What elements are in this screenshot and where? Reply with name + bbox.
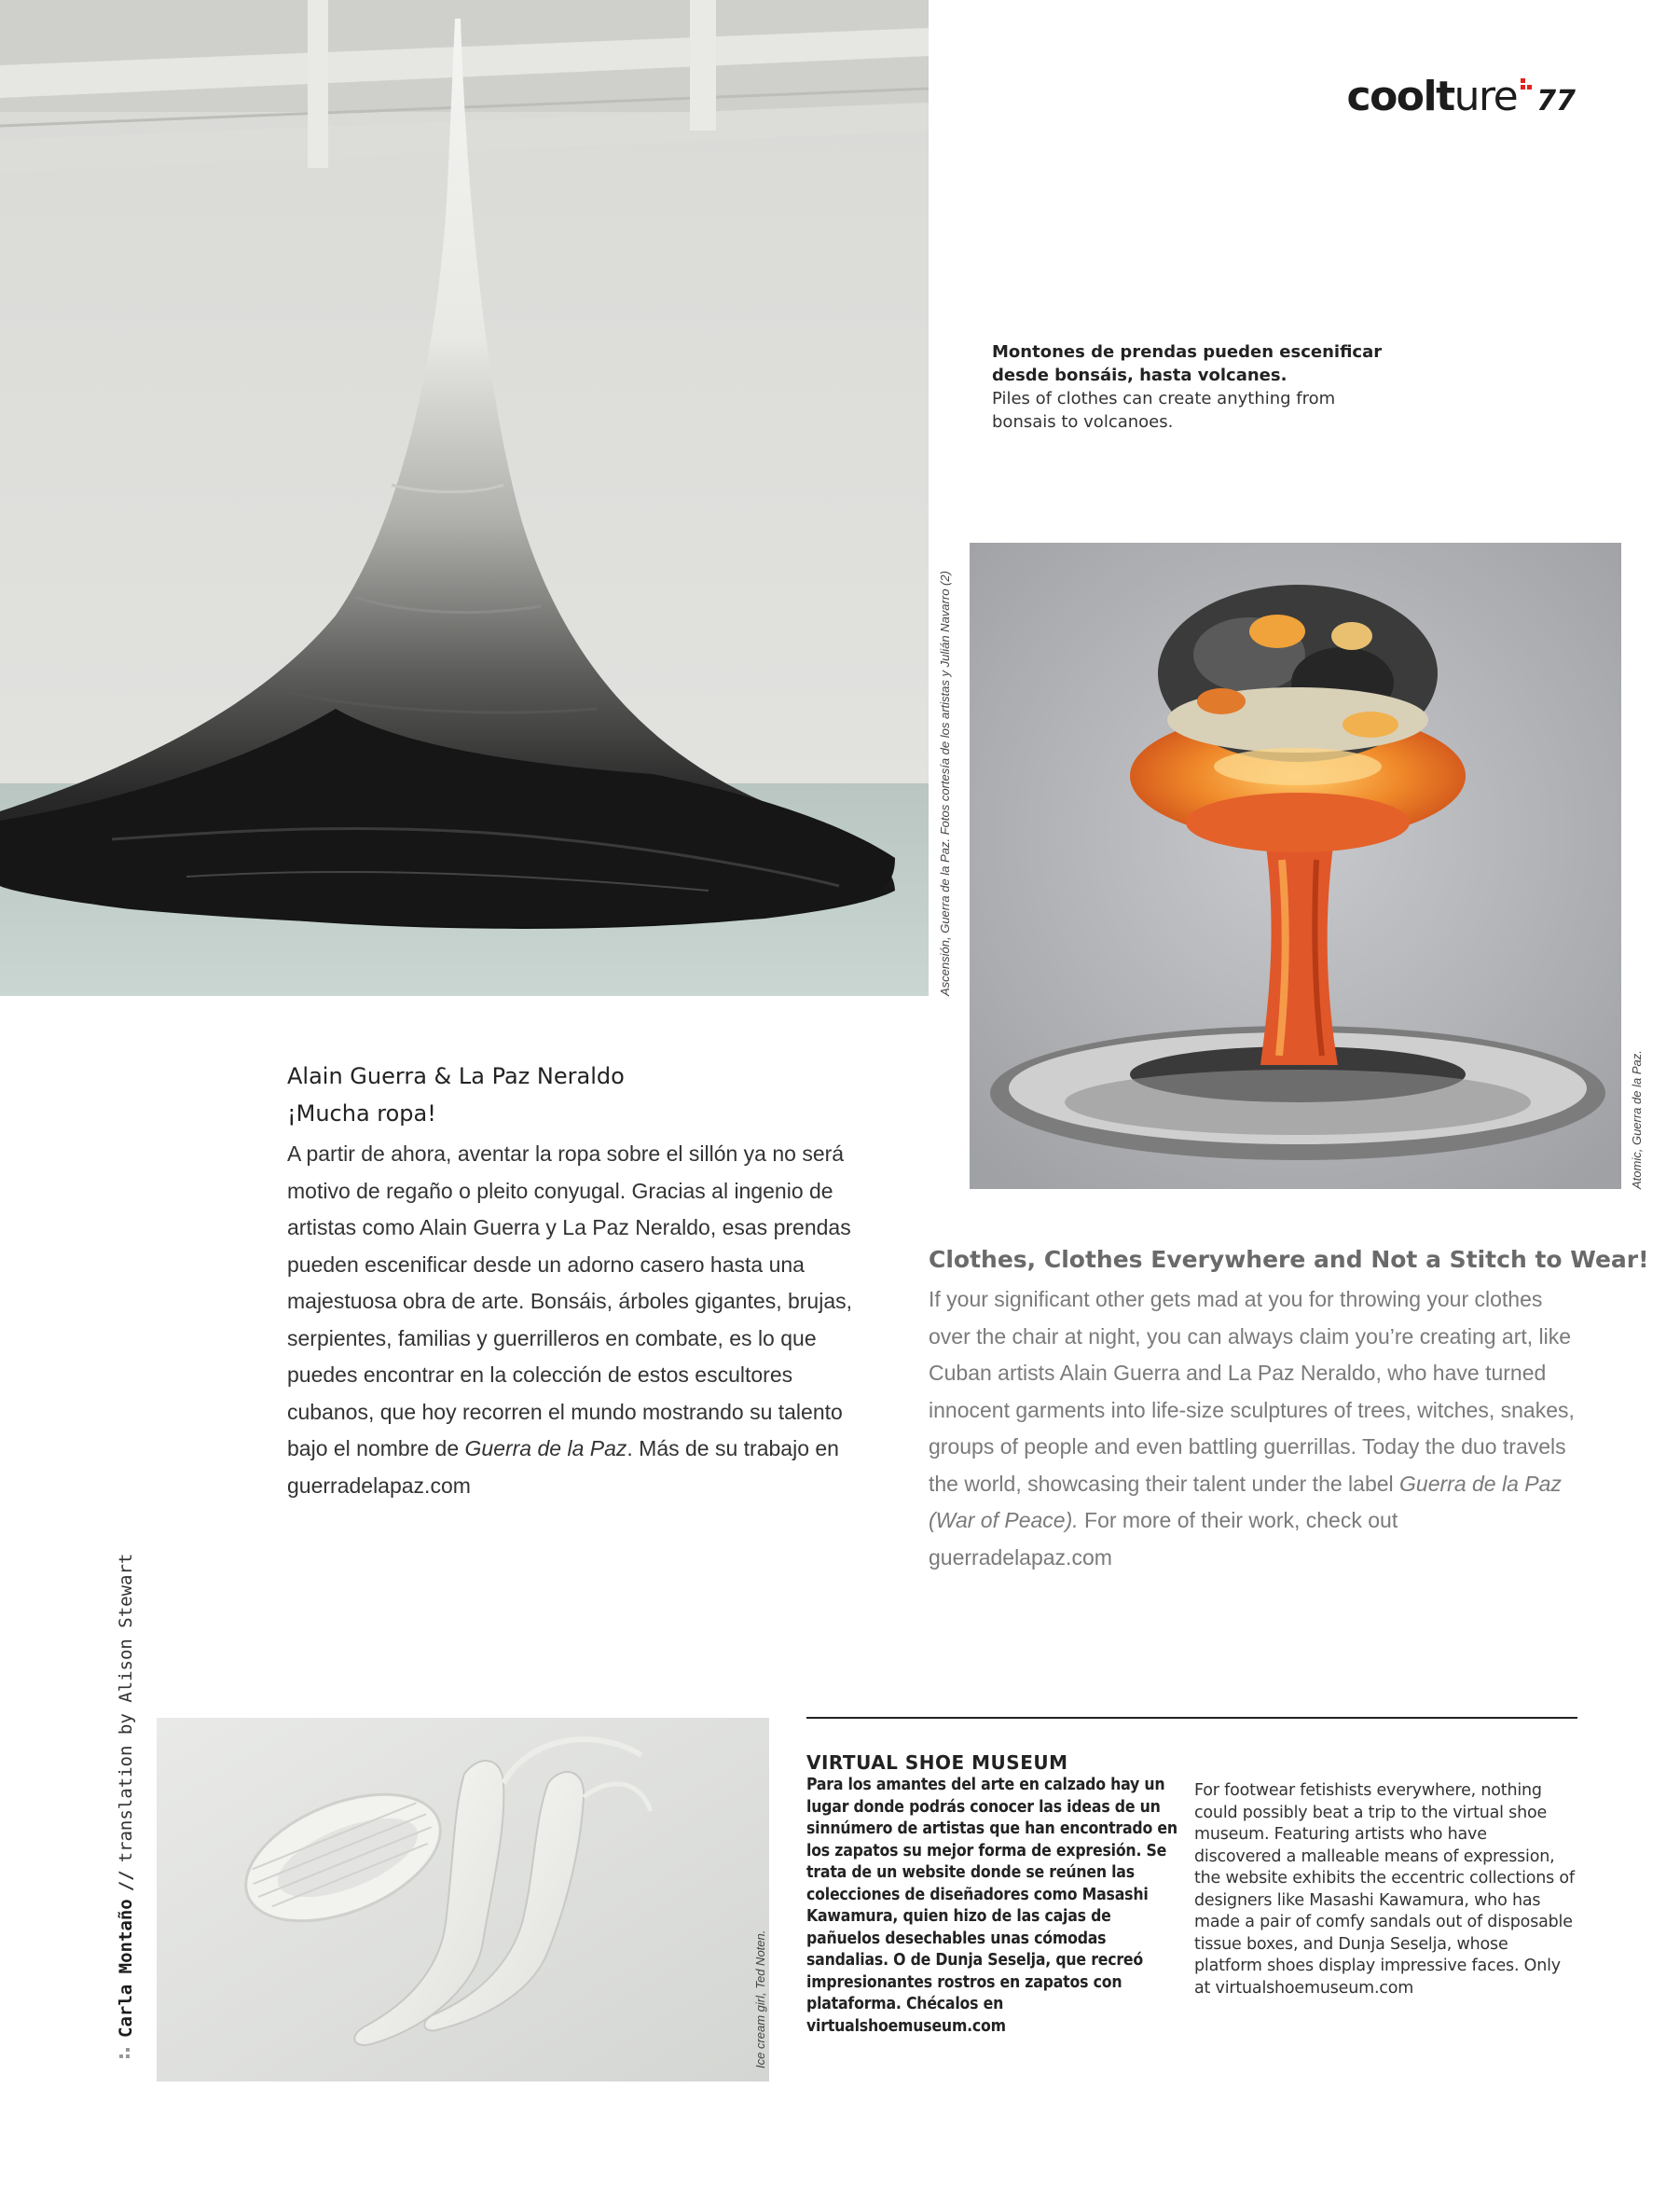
english-body-end: For more of their work, check out guerradelapaz.com	[929, 1508, 1398, 1570]
brand-name-light: ure	[1453, 73, 1518, 120]
spanish-body-end: . Más de su trabajo en guerradelapaz.com	[287, 1436, 839, 1498]
ice-cream-girl-shoes-photo	[157, 1718, 769, 2081]
byline	[116, 1554, 136, 2058]
photo-caption-spanish: Montones de prendas pueden escenificar desde bonsáis, hasta volcanes.	[992, 342, 1383, 385]
shoe-museum-spanish-text: Para los amantes del arte en calzado hay un lugar donde podrás conocer las ideas de un sinnúmero de artistas que han encontrado en los zapatos su mejor forma de expresión. Se trata de un website donde se reúnen las colecciones de diseñadores como Masashi Kawamura, quien hizo de las cajas de pañuelos desechables unas cómodas sandalias. O de Dunja Seselja, que recreó impresionantes rostros en zapatos con plataforma. Chécalos en virtualshoemuseum.com	[806, 1776, 1177, 2036]
page-number: 77	[1536, 85, 1576, 118]
magazine-masthead	[1347, 73, 1577, 119]
shoe-photo-credit: Ice cream girl, Ted Noten.	[753, 1929, 767, 2068]
english-body-italic: Guerra de la Paz (War of Peace).	[929, 1471, 1562, 1532]
byline-translation: translation by Alison Stewart	[116, 1553, 136, 1863]
byline-author: Carla Montaño	[116, 1899, 136, 2038]
ascension-sculpture-photo	[0, 0, 929, 996]
english-article-body	[929, 1281, 1581, 1576]
photo-caption-english: Piles of clothes can create anything from bonsais to volcanoes.	[992, 389, 1336, 432]
byline-separator: //	[116, 1870, 136, 1892]
spanish-article-subtitle: ¡Mucha ropa!	[287, 1100, 436, 1127]
artist-names-heading: Alain Guerra & La Paz Neraldo	[287, 1063, 625, 1089]
brand-mark-icon	[1521, 78, 1534, 93]
shoe-museum-heading: VIRTUAL SHOE MUSEUM	[806, 1751, 1068, 1774]
byline-marker-icon	[119, 2047, 132, 2058]
ascension-photo-credit: Ascensión, Guerra de la Paz. Fotos cortesía de los artistas y Julián Navarro (2)	[938, 571, 952, 996]
spanish-body-italic: Guerra de la Paz	[464, 1436, 627, 1460]
atomic-sculpture-photo	[970, 543, 1621, 1189]
spanish-body-text: A partir de ahora, aventar la ropa sobre el sillón ya no será motivo de regaño o pleito conyugal. Gracias al ingenio de artistas como Alain Guerra y La Paz Neraldo, esas prendas pueden escenificar desde un adorno casero hasta una majestuosa obra de arte. Bonsáis, árboles gigantes, brujas, serpientes, familias y guerrilleros en combate, es lo que puedes encontrar en la colección de estos escultores cubanos, que hoy recorren el mundo mostrando su talento bajo el nombre de	[287, 1141, 853, 1460]
shoe-museum-english-text: For footwear fetishists everywhere, nothing could possibly beat a trip to the virtual shoe museum. Featuring artists who have discovered a malleable means of expression, the website exhibits the eccentric collections of designers like Masashi Kawamura, who has made a pair of comfy sandals out of disposable tissue boxes, and Dunja Seselja, whose platform shoes display impressive faces. Only at virtualshoemuseum.com	[1194, 1781, 1575, 1998]
spanish-article-body	[287, 1136, 884, 1504]
section-divider	[806, 1717, 1577, 1719]
brand-name-bold: coolt	[1346, 73, 1454, 120]
english-body-text: If your significant other gets mad at you for throwing your clothes over the chair at night, you can always claim you’re creating art, like Cuban artists Alain Guerra and La Paz Neraldo, who have turned innocent garments into life-size sculptures of trees, witches, snakes, groups of people and even battling guerrillas. Today the duo travels the world, showcasing their talent under the label	[929, 1287, 1575, 1496]
atomic-photo-credit: Atomic, Guerra de la Paz.	[1630, 1050, 1644, 1189]
english-article-title: Clothes, Clothes Everywhere and Not a Stitch to Wear!	[929, 1246, 1649, 1273]
